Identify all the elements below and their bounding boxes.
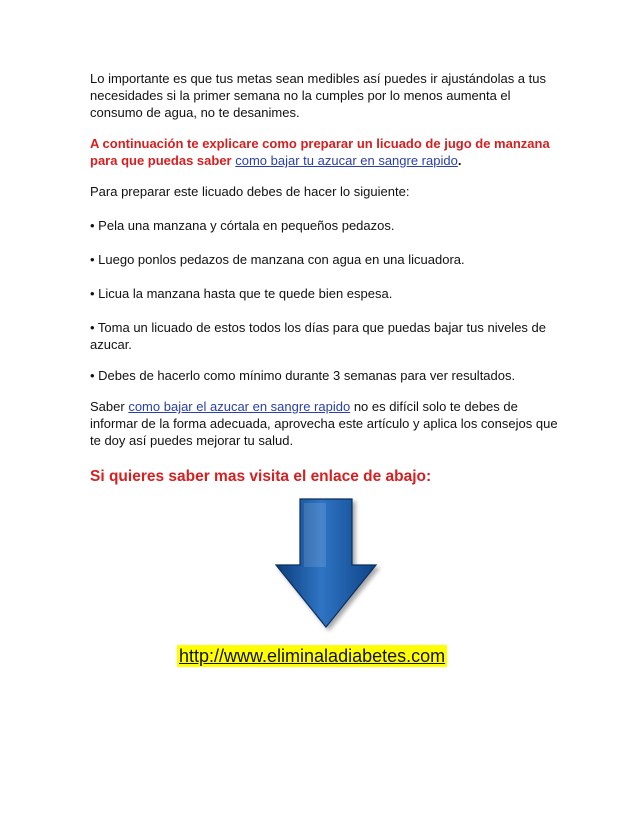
sugar-link-1[interactable]: como bajar tu azucar en sangre rapido (235, 153, 458, 168)
red-intro-paragraph (90, 135, 560, 169)
closing-paragraph (90, 398, 560, 449)
step-3: • Licua la manzana hasta que te quede bien espesa. (90, 286, 393, 301)
prep-intro-paragraph: Para preparar este licuado debes de hacer lo siguiente: (90, 184, 410, 199)
closing-start-text: Saber (90, 399, 125, 414)
intro-paragraph: Lo importante es que tus metas sean medibles así puedes ir ajustándolas a tus necesidades si la primer semana no la cumples por lo menos aumenta el consumo de agua, no te desanimes. (90, 71, 546, 120)
step-4: • Toma un licuado de estos todos los días para que puedas bajar tus niveles de azucar. (90, 320, 546, 352)
step-2: • Luego ponlos pedazos de manzana con agua en una licuadora. (90, 252, 465, 267)
sugar-link-2[interactable]: como bajar el azucar en sangre rapido (128, 399, 351, 414)
red-intro-text: A continuación te explicare como preparar un licuado de jugo de manzana para que puedas saber (90, 136, 550, 168)
down-arrow-icon (272, 493, 382, 633)
cta-heading: Si quieres saber mas visita el enlace de abajo: (90, 468, 432, 485)
step-5: • Debes de hacerlo como mínimo durante 3 semanas para ver resultados. (90, 368, 516, 383)
closing-end-text: no es difícil solo te debes de informar de la forma adecuada, aprovecha este artículo y aplica los consejos que te doy así puedes mejorar tu salud. (90, 399, 558, 448)
website-link[interactable]: http://www.eliminaladiabetes.com (179, 646, 446, 666)
url-highlight (177, 645, 447, 667)
red-intro-period: . (457, 153, 462, 168)
step-1: • Pela una manzana y córtala en pequeños pedazos. (90, 218, 395, 233)
document-body (90, 70, 560, 466)
